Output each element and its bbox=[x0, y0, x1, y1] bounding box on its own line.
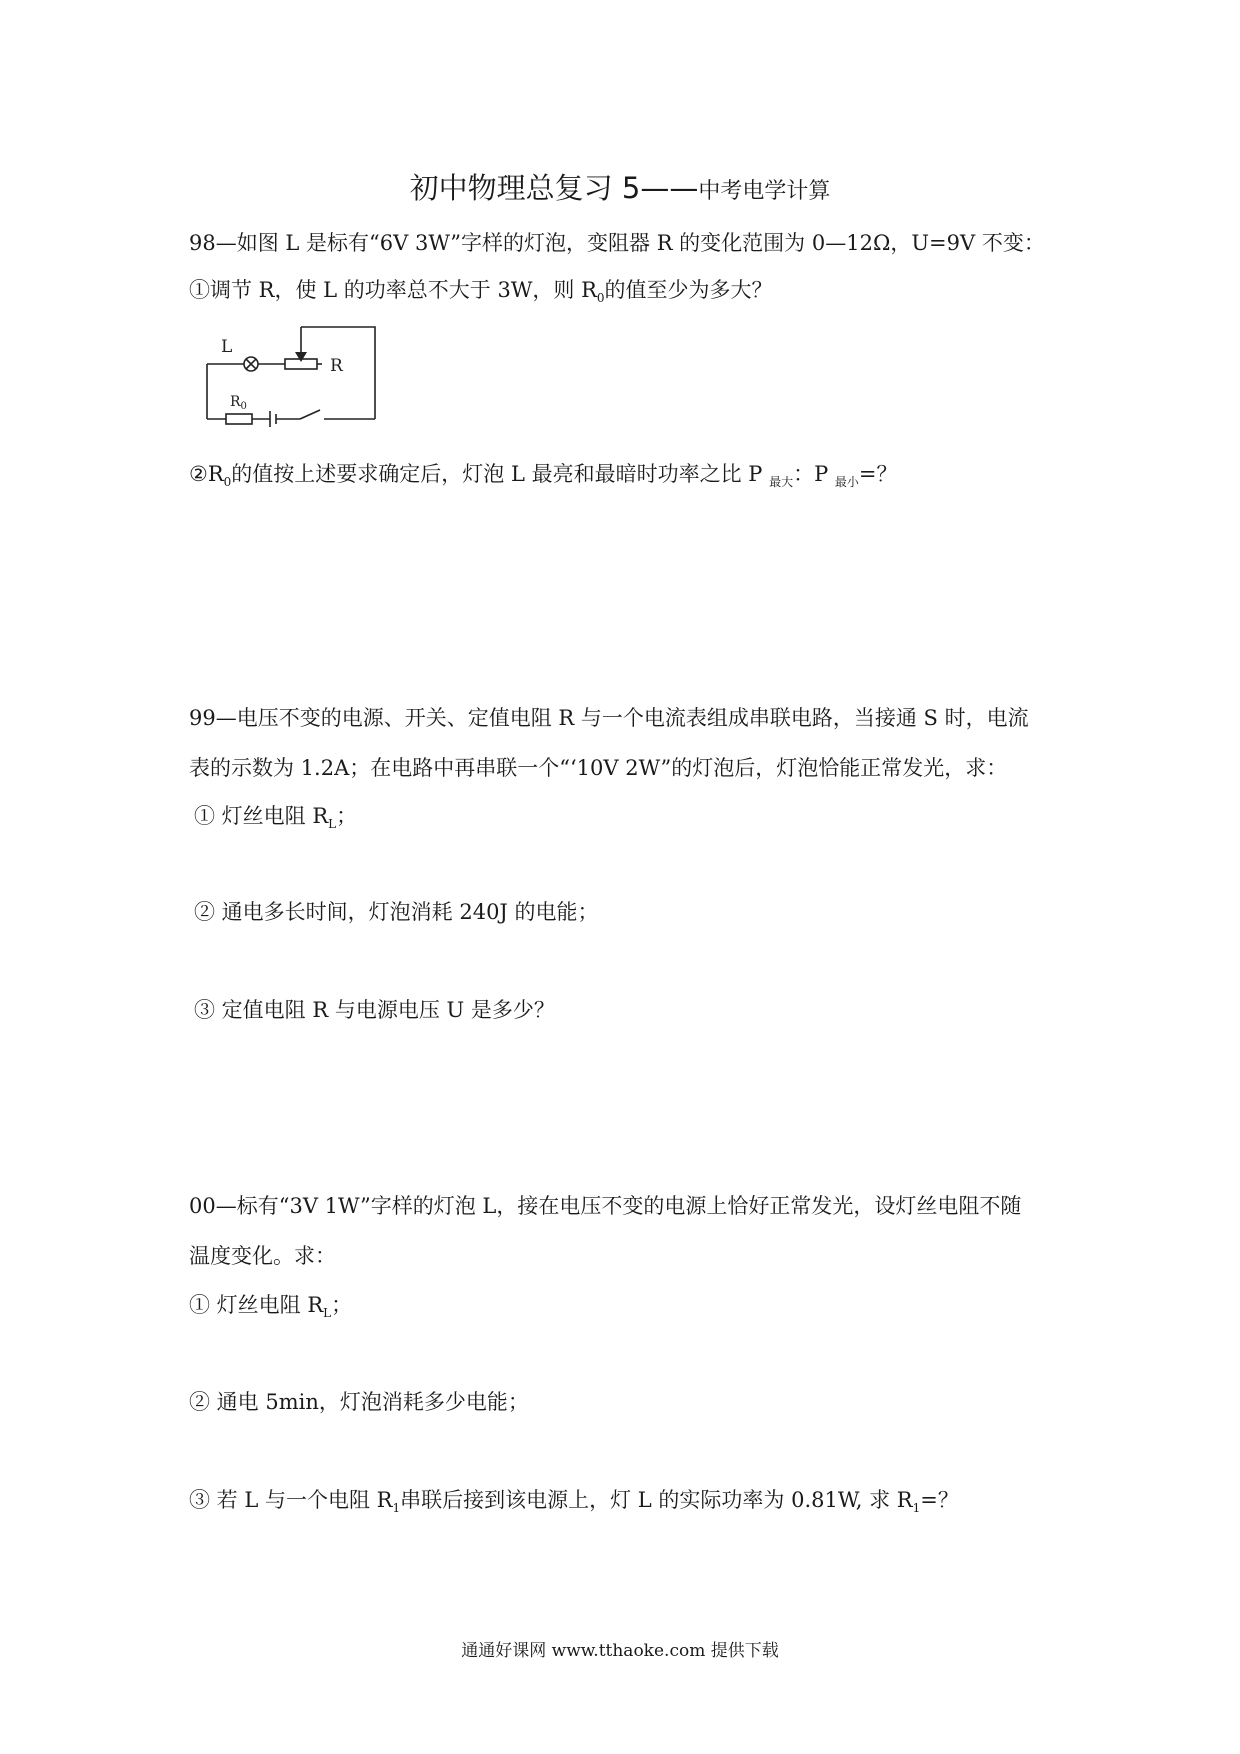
circuit-diagram bbox=[200, 322, 390, 428]
q100-stem-line1: 00—标有“3V 1W”字样的灯泡 L，接在电压不变的电源上恰好正常发光，设灯丝电阻不随 bbox=[189, 1194, 1022, 1218]
q98-part1: ①调节 R，使 L 的功率总不大于 3W，则 $R_0$的值至少为多大？ bbox=[189, 278, 773, 306]
q99-stem-line2: 表的示数为 1.2A；在电路中再串联一个“‘10V 2W”的灯泡后，灯泡恰能正常发光，求： bbox=[189, 756, 1008, 780]
q98-part2: $②R_0$的值按上述要求确定后，灯泡 L 最亮和最暗时功率之比 P $_{最大}$：P $_{最小}$=？ bbox=[189, 462, 898, 490]
rheostat-label: R bbox=[330, 356, 343, 376]
resistor-icon bbox=[226, 414, 252, 424]
lamp-label: L bbox=[221, 337, 233, 357]
q99-part2: ② 通电多长时间，灯泡消耗 240J 的电能； bbox=[194, 900, 599, 924]
resistor-label: $R_0$ bbox=[230, 394, 247, 412]
page-footer: 通通好课网 www.tthaoke.com 提供下载 bbox=[461, 1641, 779, 1661]
q100-part3: ③ 若 L 与一个电阻 $R_1$串联后接到该电源上，灯 L 的实际功率为 0.81W, 求 $R_1=$？ bbox=[189, 1488, 959, 1516]
q100-stem-line2: 温度变化。求： bbox=[189, 1244, 336, 1268]
switch-icon bbox=[300, 410, 320, 419]
q100-part1: ① 灯丝电阻 $R_L$； bbox=[189, 1293, 353, 1321]
q100-part2: ② 通电 5min，灯泡消耗多少电能； bbox=[189, 1390, 529, 1414]
q99-part1: ① 灯丝电阻 $R_L$； bbox=[194, 804, 358, 832]
q99-part3: ③ 定值电阻 R 与电源电压 U 是多少？ bbox=[194, 998, 555, 1022]
q99-stem-line1: 99—电压不变的电源、开关、定值电阻 R 与一个电流表组成串联电路，当接通 S 时，电流 bbox=[189, 706, 1029, 730]
q98-stem: 98—如图 L 是标有“6V 3W”字样的灯泡，变阻器 R 的变化范围为 0—12Ω，U=9V 不变： bbox=[189, 231, 1045, 255]
page-title: 初中物理总复习 5——中考电学计算 bbox=[409, 171, 831, 205]
